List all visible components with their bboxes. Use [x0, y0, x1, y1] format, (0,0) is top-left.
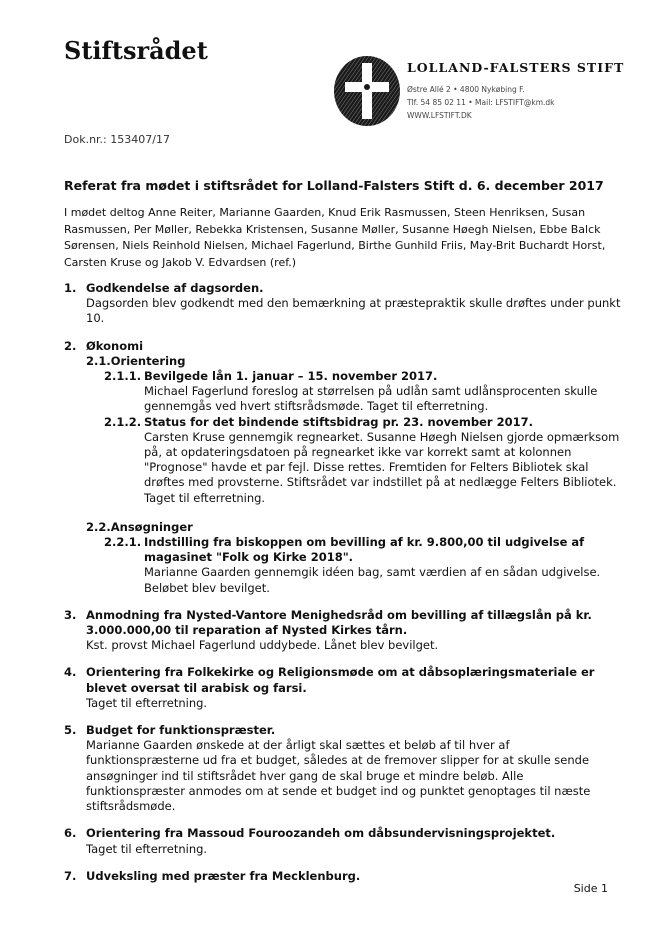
item-title: Økonomi: [86, 338, 144, 353]
item-body: Taget til efterretning.: [86, 841, 208, 856]
subitem-2-2-1: [86, 535, 624, 596]
agenda-item-1: [64, 281, 624, 327]
subitem-2-1-1: [86, 369, 624, 415]
organization-name: LOLLAND-FALSTERS STIFT: [407, 60, 625, 75]
page-number: Side 1: [573, 882, 608, 895]
subitem-title: Indstilling fra biskoppen om bevilling af kr. 9.800,00 til udgivelse af magasinet "Folk og Kirke 2018".: [144, 535, 585, 565]
subitem-body: Marianne Gaarden gennemgik idéen bag, samt værdien af en sådan udgivelse. Beløbet blev bevilget.: [144, 565, 601, 595]
item-body: Dagsorden blev godkendt med den bemærkning at præstepraktik skulle drøftes under punkt 10.: [86, 296, 621, 326]
item-number: 6.: [64, 826, 77, 841]
diocese-seal-icon: [333, 55, 401, 127]
item-title: Godkendelse af dagsorden.: [86, 281, 264, 295]
attendees-paragraph: I mødet deltog Anne Reiter, Marianne Gaarden, Knud Erik Rasmussen, Steen Henriksen, Susan Rasmussen, Per Møller, Rebekka Kristensen, Susanne Møller, Susanne Høegh Nielsen, Ebbe Balck Sørensen, Niels Reinhold Nielsen, Michael Fagerlund, Birthe Gunhild Friis, May-Brit Buchardt Horst, Carsten Kruse og Jakob V. Edvardsen (ref.): [64, 206, 606, 269]
item-title: Budget for funktionspræster.: [86, 723, 276, 738]
item-title: Orientering fra Folkekirke og Religionsmøde om at dåbsoplæringsmateriale er blevet oversat til arabisk og farsi.: [86, 665, 595, 695]
item-number: 1.: [64, 281, 77, 295]
item-body: Taget til efterretning.: [86, 695, 208, 710]
agenda-item-5: [64, 723, 624, 814]
item-body: Kst. provst Michael Fagerlund uddybede. Lånet blev bevilget.: [86, 638, 439, 653]
item-title: Udveksling med præster fra Mecklenburg.: [86, 868, 361, 883]
doc-number-label: Dok.nr.:: [64, 133, 107, 146]
letterhead-logo: [333, 55, 623, 133]
doc-number-value: 153407/17: [110, 133, 170, 146]
agenda-item-4: [64, 665, 624, 711]
website-line: WWW.LFSTIFT.DK: [407, 111, 472, 120]
subsection-title-orientering: 2.1.Orientering: [86, 353, 186, 368]
subitem-2-1-2: [86, 415, 624, 506]
subsection-title-ansoegninger: 2.2.Ansøgninger: [86, 519, 193, 534]
item-number: 2.: [64, 338, 77, 353]
agenda-item-6: [64, 826, 624, 856]
subitem-body: Carsten Kruse gennemgik regnearket. Susanne Høegh Nielsen gjorde opmærksom på, at opdateringsdatoen på regnearket ikke var korrekt samt at kolonnen "Prognose" havde et par fejl. Disse rettes. Fremtiden for Felters Bibliotek skal drøftes med provsterne. Stiftsrådet var indstillet på at nedlægge Felters Bibliotek. Taget til efterretning.: [144, 429, 620, 505]
minutes-heading: Referat fra mødet i stiftsrådet for Lolland-Falsters Stift d. 6. december 2017: [64, 178, 604, 193]
page-title: Stiftsrådet: [64, 36, 208, 65]
agenda-list: [64, 281, 624, 896]
item-number: 4.: [64, 665, 77, 680]
document-number: [64, 133, 170, 146]
address-line: Østre Allé 2 • 4800 Nykøbing F.: [407, 85, 525, 94]
contact-line: Tlf. 54 85 02 11 • Mail: LFSTIFT@km.dk: [407, 98, 555, 107]
item-body: Marianne Gaarden ønskede at der årligt skal sættes et beløb af til hver af funktionspræsterne ud fra et budget, således at de fremover slipper for at skulle sende ansøgninger ind til stiftsrådet hver gang de skal bruge et mindre beløb. Alle funktionspræster anmodes om at sende et budget ind og punktet genoptages til næste stiftsrådsmøde.: [86, 738, 591, 814]
agenda-item-3: [64, 608, 624, 654]
subitem-body: Michael Fagerlund foreslog at størrelsen på udlån samt udlånsprocenten skulle gennemgås ved hvert stiftsrådsmøde. Taget til efterretning.: [144, 384, 598, 414]
item-number: 5.: [64, 723, 77, 738]
subitem-number: 2.1.1.: [104, 369, 142, 384]
item-number: 3.: [64, 607, 77, 622]
agenda-item-7: [64, 869, 624, 884]
item-title: Anmodning fra Nysted-Vantore Menighedsråd om bevilling af tillægslån på kr. 3.000.000,00 til reparation af Nysted Kirkes tårn.: [86, 607, 592, 638]
subitem-number: 2.1.2.: [104, 414, 142, 429]
subitem-title: Bevilgede lån 1. januar – 15. november 2017.: [144, 369, 438, 384]
item-number: 7.: [64, 868, 77, 883]
item-title: Orientering fra Massoud Fouroozandeh om dåbsundervisningsprojektet.: [86, 826, 556, 841]
subitem-title: Status for det bindende stiftsbidrag pr. 23. november 2017.: [144, 414, 533, 429]
agenda-item-2: [64, 339, 624, 596]
subitem-number: 2.2.1.: [104, 535, 142, 550]
